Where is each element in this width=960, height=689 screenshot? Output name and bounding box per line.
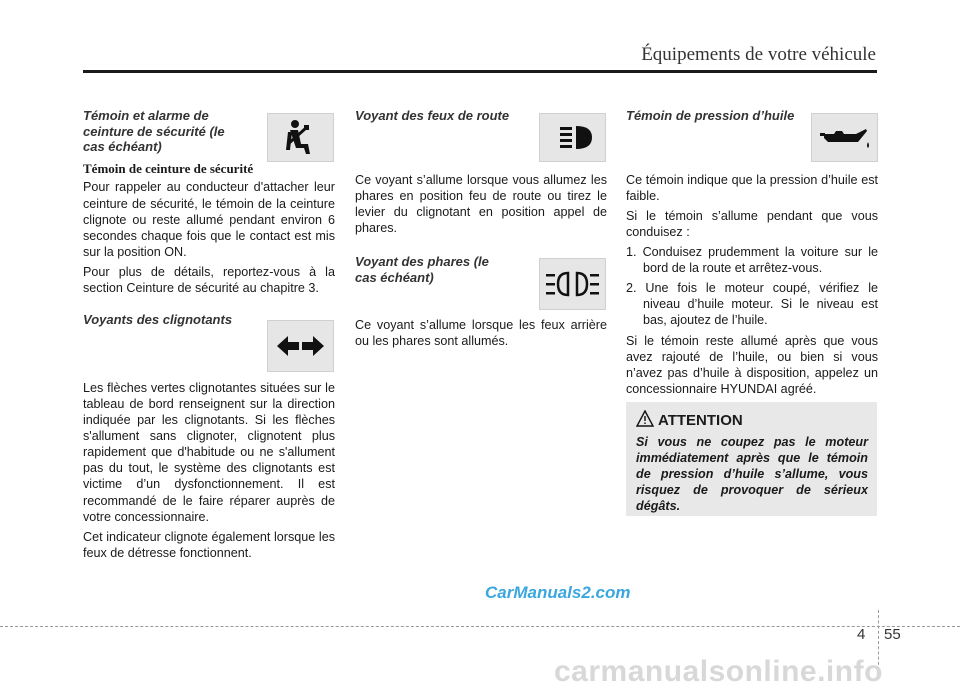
- headlight-heading: Voyant des phares (le cas échéant): [355, 254, 489, 285]
- turn-signal-arrows-icon: [267, 320, 334, 372]
- oil-pressure-item-2: 2. Une fois le moteur coupé, vérifiez le niveau d’huile moteur. Si le niveau est bas, ajoutez de l’huile.: [626, 281, 878, 328]
- headlight-on-icon: [539, 258, 606, 310]
- site-watermark: carmanualsonline.info: [554, 655, 883, 688]
- turn-signal-paragraph-2: Cet indicateur clignote également lorsque les feux de détresse fonctionnent.: [83, 529, 335, 560]
- seatbelt-heading: Témoin et alarme de ceinture de sécurité (le cas échéant): [83, 108, 225, 155]
- oil-pressure-heading: Témoin de pression d’huile: [626, 108, 795, 123]
- oil-can-icon: [811, 113, 878, 162]
- chapter-number: 4: [857, 626, 866, 643]
- seatbelt-warning-icon: [267, 113, 334, 162]
- page-header-title: Équipements de votre véhicule: [641, 44, 876, 65]
- oil-pressure-item-1: 1. Conduisez prudemment la voiture sur le bord de la route et arrêtez-vous.: [626, 245, 878, 276]
- turn-signal-paragraph-1: Les flèches vertes clignotantes situées sur le tableau de bord renseignent sur la direction indiquée par les clignotants. Si les flèches s'allument sans clignoter, clignotent plus rapidement que d'habitude ou ne s'allument pas du tout, le système des clignotants est victime d’un dysfonctionnement. Il est recommandé de le faire réparer auprès de votre concessionnaire.: [83, 380, 335, 524]
- attention-box: [626, 402, 877, 516]
- carmanuals-watermark: CarManuals2.com: [485, 583, 631, 602]
- turn-signal-heading: Voyants des clignotants: [83, 312, 233, 328]
- oil-pressure-paragraph-1: Ce témoin indique que la pression d’huile est faible.: [626, 172, 878, 203]
- headlight-paragraph: Ce voyant s’allume lorsque les feux arrière ou les phares sont allumés.: [355, 318, 607, 349]
- high-beam-icon: [539, 113, 606, 162]
- seatbelt-paragraph-2: Pour plus de détails, reportez-vous à la section Ceinture de sécurité au chapitre 3.: [83, 264, 335, 296]
- oil-pressure-paragraph-3: Si le témoin reste allumé après que vous avez rajouté de l’huile, ou bien si vous n’avez pas d’huile à disposition, appelez un concessionnaire HYUNDAI agréé.: [626, 333, 878, 396]
- warning-triangle-icon: [636, 410, 654, 428]
- seatbelt-subheading: Témoin de ceinture de sécurité: [83, 160, 254, 176]
- high-beam-heading: Voyant des feux de route: [355, 108, 510, 123]
- attention-title: ATTENTION: [658, 412, 743, 429]
- high-beam-paragraph: Ce voyant s’allume lorsque vous allumez les phares en position feu de route ou tirez le levier du clignotant en position appel de phares.: [355, 172, 607, 235]
- attention-body: Si vous ne coupez pas le moteur immédiatement après que le témoin de pression d’huile s’allume, vous risquez de provoquer de sérieux dégâts.: [636, 435, 868, 513]
- header-rule: [83, 70, 877, 73]
- footer-rule: [0, 626, 960, 627]
- page-number: 55: [884, 626, 901, 643]
- oil-pressure-paragraph-2: Si le témoin s’allume pendant que vous conduisez :: [626, 208, 878, 239]
- seatbelt-paragraph-1: Pour rappeler au conducteur d'attacher leur ceinture de sécurité, le témoin de la ceinture clignote ou reste allumé pendant environ 6 secondes chaque fois que le contact est mis sur la position ON.: [83, 180, 335, 259]
